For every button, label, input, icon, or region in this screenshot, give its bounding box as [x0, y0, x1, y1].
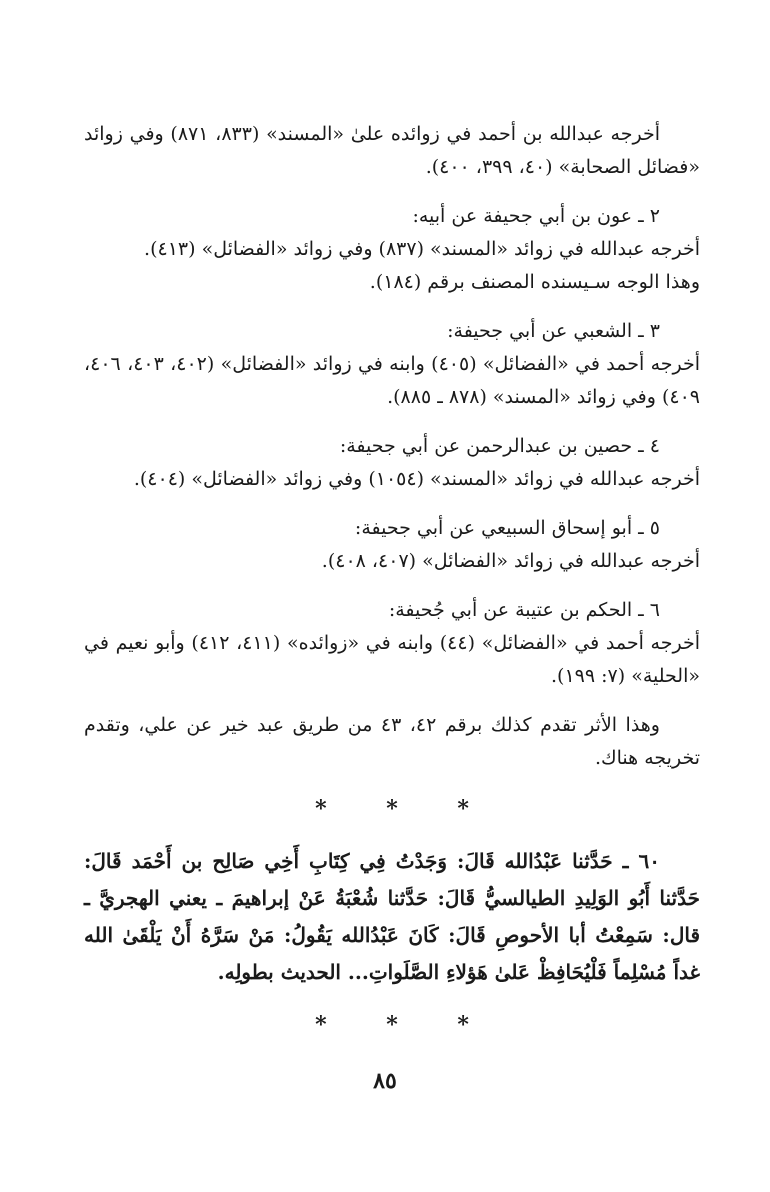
section-body-2: أخرجه عبدالله في زوائد «المسند» (٨٣٧) وفي زوائد «الفضائل» (٤١٣). — [144, 238, 700, 260]
closing-paragraph: وهذا الأثر تقدم كذلك برقم ٤٢، ٤٣ من طريق عبد خير عن علي، وتقدم تخريجه هناك. — [84, 714, 700, 769]
section-heading-5: ٥ ـ أبو إسحاق السبيعي عن أبي جحيفة: — [354, 517, 660, 539]
section-heading-4: ٤ ـ حصين بن عبدالرحمن عن أبي جحيفة: — [339, 435, 660, 457]
page-number: ٨٥ — [373, 1068, 397, 1094]
section-heading-6: ٦ ـ الحكم بن عتيبة عن أبي جُحيفة: — [388, 599, 660, 621]
hadith-60-text: ٦٠ ـ حَدَّثنا عَبْدُالله قَالَ: وَجَدْتُ فِي كِتَابِ أَخِي صَالِح بن أَحْمَد قَالَ: حَدَّثنا أَبُو الوَلِيدِ الطيالسيُّ قَالَ: حَدَّثنا شُعْبَةُ عَنْ إبراهيمَ ـ يعني الهجريَّ ـ قال: سَمِعْتُ أبا الأحوصِ قَالَ: كَانَ عَبْدُالله يَقُولُ: مَنْ سَرَّهُ أَنْ يَلْقَىٰ الله غداً مُسْلِماً فَلْيُحَافِظْ عَلىٰ هَؤلاءِ الصَّلَواتِ... الحديث بطولِه. — [84, 849, 700, 984]
separator-stars-bottom: * * * — [315, 1012, 495, 1038]
section-body-3: أخرجه أحمد في «الفضائل» (٤٠٥) وابنه في زوائد «الفضائل» (٤٠٢، ٤٠٣، ٤٠٦، ٤٠٩) وفي زوائد «المسند» (٨٧٨ ـ ٨٨٥). — [84, 353, 701, 408]
section-body-4: أخرجه عبدالله في زوائد «المسند» (١٠٥٤) وفي زوائد «الفضائل» (٤٠٤). — [133, 468, 700, 490]
hadith-block — [84, 843, 700, 991]
section-heading-2: ٢ ـ عون بن أبي جحيفة عن أبيه: — [412, 205, 660, 227]
section-body-5: أخرجه عبدالله في زوائد «الفضائل» (٤٠٧، ٤٠٨). — [321, 550, 700, 572]
paragraph-sahaba: أخرجه عبدالله بن أحمد في زوائده علىٰ «المسند» (٨٣٣، ٨٧١) وفي زوائد «فضائل الصحابة» (٤٠، ٣٩٩، ٤٠٠). — [84, 123, 700, 178]
section-heading-3: ٣ ـ الشعبي عن أبي جحيفة: — [447, 320, 660, 342]
section-note-2: وهذا الوجه سـيسنده المصنف برقم (١٨٤). — [369, 271, 700, 293]
page-body — [84, 118, 700, 1045]
separator-stars: * * * — [315, 796, 495, 822]
section-body-6: أخرجه أحمد في «الفضائل» (٤٤) وابنه في «زوائده» (٤١١، ٤١٢) وأبو نعيم في «الحلية» (٧: ١٩٩). — [84, 632, 700, 687]
